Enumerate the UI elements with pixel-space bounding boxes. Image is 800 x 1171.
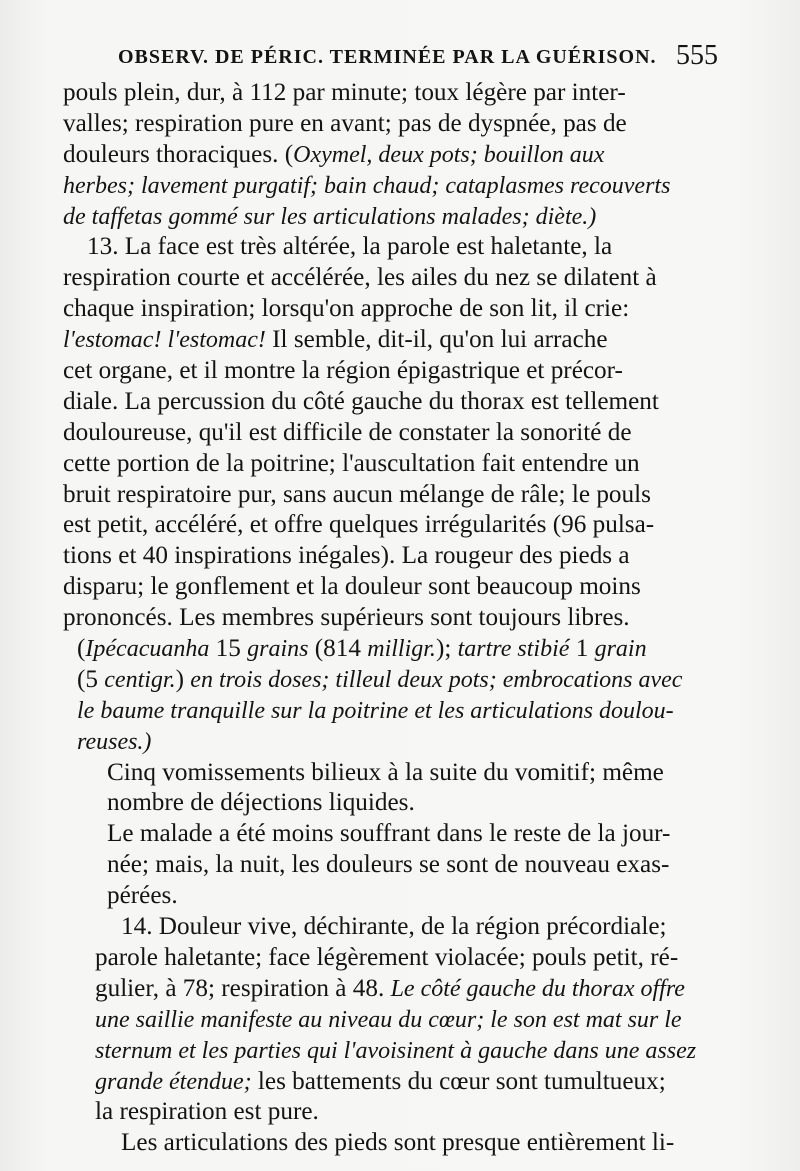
body-text — [57, 78, 757, 1159]
text-line: cet organe, et il montre la région épigastrique et précor- — [63, 357, 623, 385]
text-line: de taffetas gommé sur les articulations malades; diète.) — [63, 203, 597, 230]
text-line: parole haletante; face légèrement violacée; pouls petit, ré- — [95, 943, 679, 971]
paragraph-start-14: 14. Douleur vive, déchirante, de la région précordiale; — [121, 913, 667, 941]
text-line: née; mais, la nuit, les douleurs se sont de nouveau exas- — [107, 851, 670, 879]
text-line: nombre de déjections liquides. — [107, 789, 415, 817]
prescription-line: reuses.) — [77, 728, 152, 755]
text-line: diale. La percussion du côté gauche du thorax est tellement — [63, 387, 659, 415]
text-line: sternum et les parties qui l'avoisinent à gauche dans une assez — [95, 1037, 697, 1064]
text-line: pérées. — [107, 882, 178, 910]
text-line: grande étendue; les battements du cœur sont tumultueux; — [95, 1067, 666, 1095]
text-line: une saillie manifeste au niveau du cœur; le son est mat sur le — [95, 1006, 682, 1033]
page-number: 555 — [676, 40, 718, 71]
paragraph-start: Les articulations des pieds sont presque entièrement li- — [121, 1129, 675, 1157]
text-line: douleurs thoraciques. (Oxymel, deux pots; bouillon aux — [63, 140, 605, 168]
page-header — [118, 40, 718, 72]
text-line: la respiration est pure. — [95, 1098, 319, 1126]
text-line: l'estomac! l'estomac! Il semble, dit-il, qu'on lui arrache — [63, 326, 608, 354]
paragraph-start: Cinq vomissements bilieux à la suite du vomitif; même — [107, 758, 664, 786]
text-line: pouls plein, dur, à 112 par minute; toux légère par inter- — [63, 79, 626, 106]
prescription-line: (5 centigr.) en trois doses; tilleul deux pots; embrocations avec — [77, 665, 683, 693]
prescription-line: le baume tranquille sur la poitrine et les articulations doulou- — [77, 697, 674, 724]
running-title: OBSERV. DE PÉRIC. TERMINÉE PAR LA GUÉRISON. — [118, 46, 657, 68]
text-line: valles; respiration pure en avant; pas de dyspnée, pas de — [63, 109, 627, 137]
prescription-line: (Ipécacuanha 15 grains (814 milligr.); tartre stibié 1 grain — [77, 635, 647, 663]
text-line: herbes; lavement purgatif; bain chaud; cataplasmes recouverts — [63, 172, 671, 199]
text-line: prononcés. Les membres supérieurs sont toujours libres. — [63, 604, 630, 632]
text-line: bruit respiratoire pur, sans aucun mélange de râle; le pouls — [63, 480, 651, 508]
text-line: cette portion de la poitrine; l'auscultation fait entendre un — [63, 449, 640, 477]
text-line: gulier, à 78; respiration à 48. Le côté gauche du thorax offre — [95, 974, 685, 1002]
text-line: disparu; le gonflement et la douleur sont beaucoup moins — [63, 573, 641, 601]
text-line: tions et 40 inspirations inégales). La rougeur des pieds a — [63, 542, 630, 570]
text-line: est petit, accéléré, et offre quelques irrégularités (96 pulsa- — [63, 511, 655, 539]
text-line: chaque inspiration; lorsqu'on approche de son lit, il crie: — [63, 295, 630, 323]
text-line: respiration courte et accélérée, les ailes du nez se dilatent à — [63, 264, 657, 292]
text-line: douloureuse, qu'il est difficile de constater la sonorité de — [63, 418, 632, 446]
paragraph-start: Le malade a été moins souffrant dans le reste de la jour- — [107, 820, 671, 848]
paragraph-start-13: 13. La face est très altérée, la parole est haletante, la — [87, 233, 613, 261]
